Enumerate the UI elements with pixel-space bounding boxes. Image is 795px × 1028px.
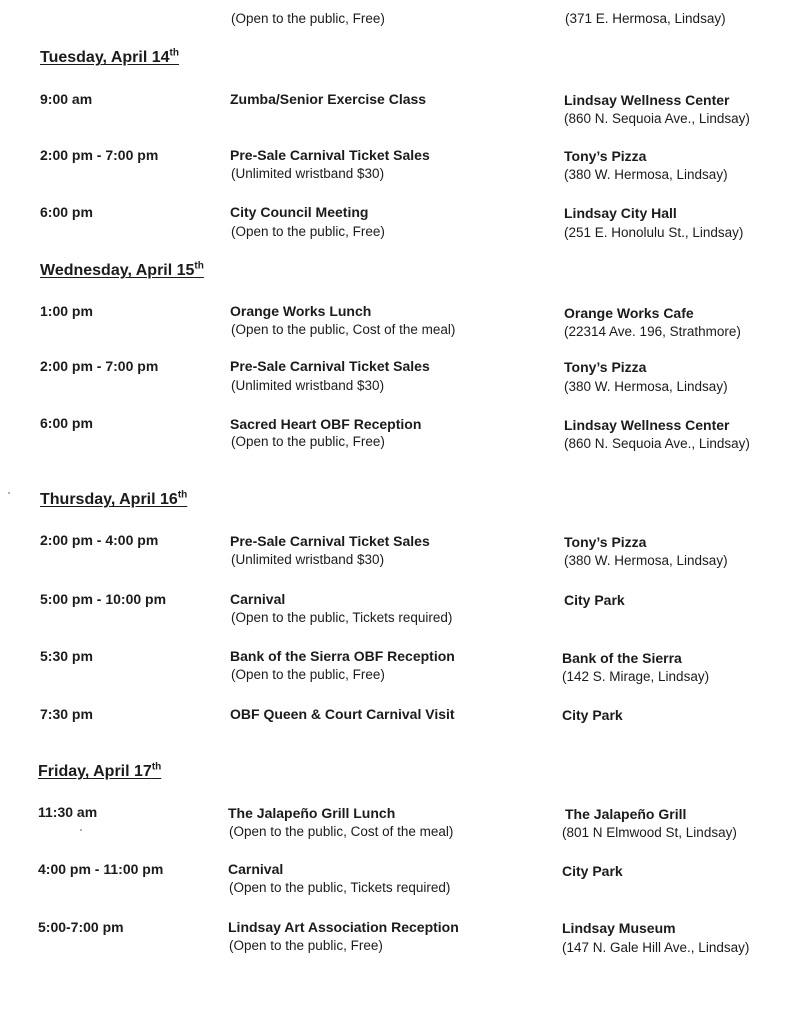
event-address: (380 W. Hermosa, Lindsay) (564, 167, 728, 182)
event-note: (Open to the public, Tickets required) (231, 610, 453, 625)
event-time: 2:00 pm - 7:00 pm (40, 147, 159, 163)
event-title: Carnival (230, 591, 286, 607)
event-address: (22314 Ave. 196, Strathmore) (564, 324, 741, 339)
day-heading-wednesday: Wednesday, April 15th (40, 260, 204, 279)
event-address: (860 N. Sequoia Ave., Lindsay) (564, 436, 750, 451)
event-title: Bank of the Sierra OBF Reception (230, 648, 455, 664)
event-venue: City Park (562, 707, 623, 723)
day-heading-friday: Friday, April 17th (38, 761, 162, 780)
event-title: Pre-Sale Carnival Ticket Sales (230, 533, 430, 549)
event-time: 5:00 pm - 10:00 pm (40, 591, 167, 607)
event-time: 7:30 pm (40, 706, 93, 722)
event-note: (Unlimited wristband $30) (231, 552, 385, 567)
event-title: Carnival (228, 861, 284, 877)
scan-speck (80, 829, 82, 831)
event-address: (251 E. Honolulu St., Lindsay) (564, 225, 744, 240)
intro-address: (371 E. Hermosa, Lindsay) (565, 11, 726, 26)
event-title: Pre-Sale Carnival Ticket Sales (230, 147, 430, 163)
event-time: 6:00 pm (40, 204, 93, 220)
event-venue: Orange Works Cafe (564, 305, 694, 321)
event-venue: Tony’s Pizza (564, 148, 647, 164)
event-note: (Open to the public, Cost of the meal) (229, 824, 454, 839)
event-title: Lindsay Art Association Reception (228, 919, 459, 935)
event-time: 2:00 pm - 4:00 pm (40, 532, 159, 548)
event-title: The Jalapeño Grill Lunch (228, 805, 396, 821)
event-title: Zumba/Senior Exercise Class (230, 91, 427, 107)
event-title: Sacred Heart OBF Reception (230, 416, 422, 432)
event-time: 9:00 am (40, 91, 93, 107)
event-venue: Tony’s Pizza (564, 359, 647, 375)
event-note: (Unlimited wristband $30) (231, 378, 385, 393)
event-note: (Open to the public, Free) (231, 434, 385, 449)
event-note: (Open to the public, Cost of the meal) (231, 322, 456, 337)
event-venue: Lindsay Museum (562, 920, 676, 936)
event-time: 5:30 pm (40, 648, 93, 664)
event-title: OBF Queen & Court Carnival Visit (230, 706, 455, 722)
event-time: 11:30 am (38, 804, 98, 820)
event-title: City Council Meeting (230, 204, 369, 220)
event-venue: Lindsay Wellness Center (564, 417, 730, 433)
event-venue: City Park (564, 592, 625, 608)
event-venue: Bank of the Sierra (562, 650, 682, 666)
day-heading-thursday: Thursday, April 16th (40, 489, 188, 508)
event-time: 1:00 pm (40, 303, 93, 319)
event-address: (380 W. Hermosa, Lindsay) (564, 553, 728, 568)
event-title: Pre-Sale Carnival Ticket Sales (230, 358, 430, 374)
event-address: (801 N Elmwood St, Lindsay) (562, 825, 737, 840)
event-note: (Open to the public, Tickets required) (229, 880, 451, 895)
event-time: 2:00 pm - 7:00 pm (40, 358, 159, 374)
event-venue: City Park (562, 863, 623, 879)
event-note: (Unlimited wristband $30) (231, 166, 385, 181)
event-title: Orange Works Lunch (230, 303, 372, 319)
event-note: (Open to the public, Free) (229, 938, 383, 953)
event-address: (860 N. Sequoia Ave., Lindsay) (564, 111, 750, 126)
event-venue: The Jalapeño Grill (565, 806, 687, 822)
event-venue: Lindsay City Hall (564, 205, 677, 221)
event-time: 6:00 pm (40, 415, 93, 431)
day-heading-tuesday: Tuesday, April 14th (40, 47, 179, 66)
event-venue: Tony’s Pizza (564, 534, 647, 550)
intro-note: (Open to the public, Free) (231, 11, 385, 26)
event-venue: Lindsay Wellness Center (564, 92, 730, 108)
event-address: (380 W. Hermosa, Lindsay) (564, 379, 728, 394)
scan-speck (8, 492, 10, 494)
event-address: (147 N. Gale Hill Ave., Lindsay) (562, 940, 750, 955)
event-note: (Open to the public, Free) (231, 224, 385, 239)
event-address: (142 S. Mirage, Lindsay) (562, 669, 710, 684)
event-time: 5:00-7:00 pm (38, 919, 124, 935)
event-note: (Open to the public, Free) (231, 667, 385, 682)
event-time: 4:00 pm - 11:00 pm (38, 861, 164, 877)
